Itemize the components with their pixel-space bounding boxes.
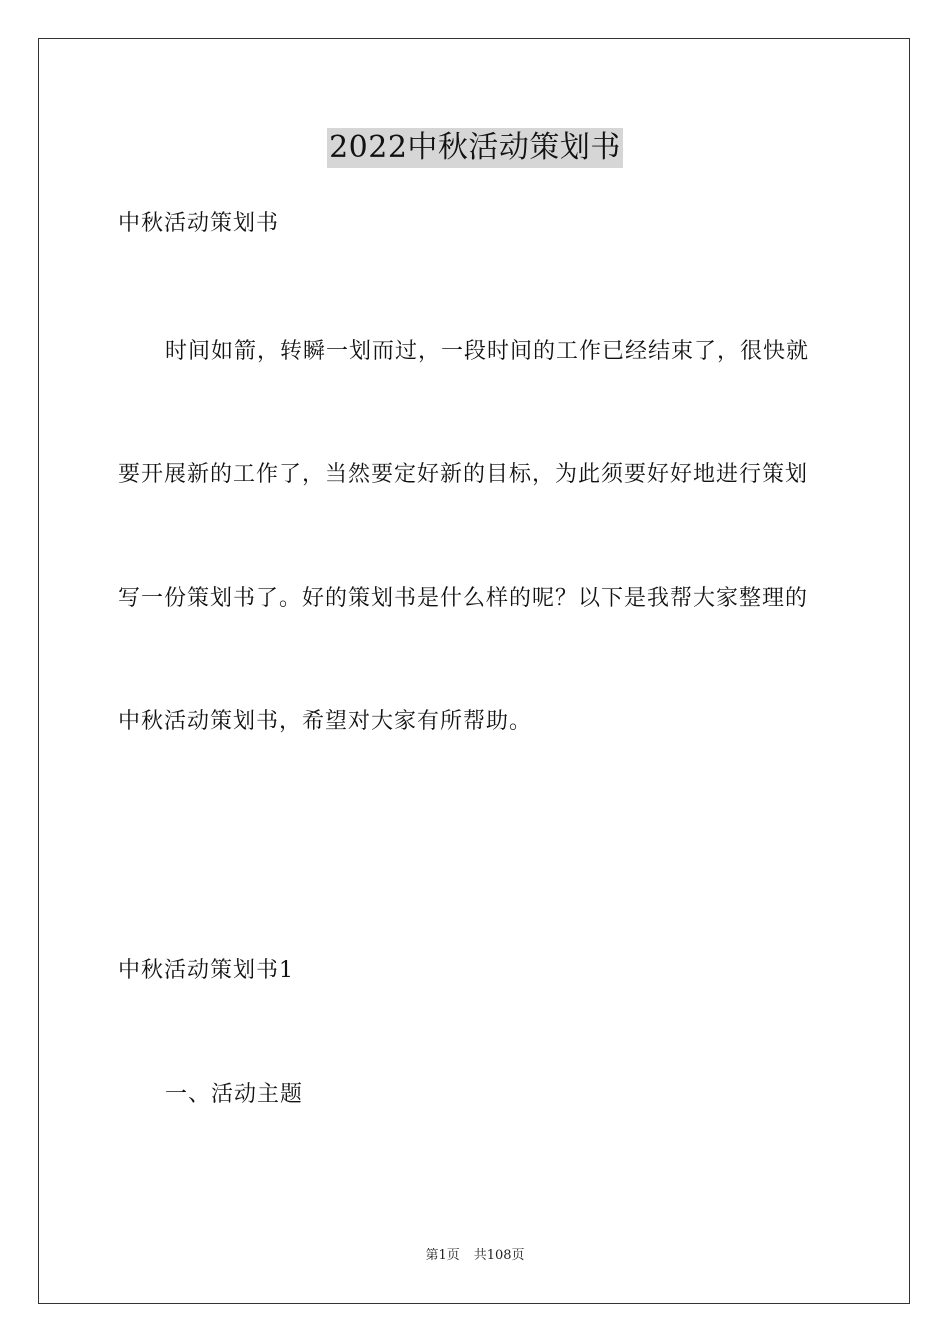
paragraph-line-4: 中秋活动策划书，希望对大家有所帮助。 xyxy=(118,709,533,734)
paragraph-line-2: 要开展新的工作了，当然要定好新的目标，为此须要好好地进行策划 xyxy=(118,462,809,487)
paragraph-line-1: 时间如箭，转瞬一划而过，一段时间的工作已经结束了，很快就 xyxy=(165,339,810,364)
page-number-current: 第1页 xyxy=(425,1248,460,1263)
document-title: 2022中秋活动策划书 xyxy=(327,128,623,168)
section-heading: 中秋活动策划书1 xyxy=(118,958,294,983)
title-container xyxy=(0,128,950,168)
page-footer xyxy=(0,1247,950,1265)
subsection-heading: 一、活动主题 xyxy=(165,1082,304,1107)
page-number-total: 共108页 xyxy=(473,1248,525,1263)
paragraph-line-3: 写一份策划书了。好的策划书是什么样的呢？以下是我帮大家整理的 xyxy=(118,586,809,611)
document-subtitle: 中秋活动策划书 xyxy=(118,211,280,236)
